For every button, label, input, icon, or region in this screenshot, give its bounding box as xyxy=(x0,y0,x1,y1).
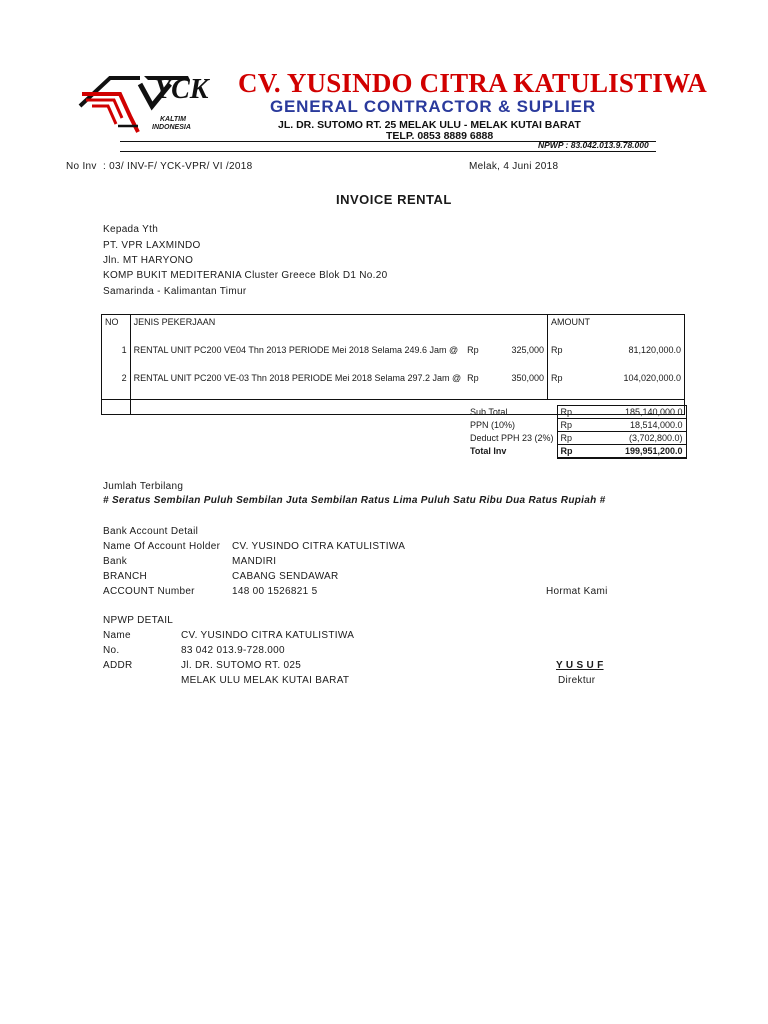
npwp-addr-line1: Jl. DR. SUTOMO RT. 025 xyxy=(181,660,302,671)
table-spacer-row xyxy=(102,385,685,400)
recipient-complex: KOMP BUKIT MEDITERANIA Cluster Greece Blok D1 No.20 xyxy=(103,270,388,281)
summary-row-pph xyxy=(467,432,686,445)
bank-branch-label: BRANCH xyxy=(103,571,148,582)
closing-text: Hormat Kami xyxy=(546,586,608,597)
row-amount: 104,020,000.0 xyxy=(593,371,684,385)
row-desc: RENTAL UNIT PC200 VE04 Thn 2013 PERIODE Mei 2018 Selama 249.6 Jam @ xyxy=(130,343,464,357)
invoice-number-label: No Inv xyxy=(66,161,97,172)
summary-currency: Rp xyxy=(557,432,592,445)
bank-holder-label: Name Of Account Holder xyxy=(103,541,221,552)
bank-name-value: MANDIRI xyxy=(232,556,277,567)
npwp-no-label: No. xyxy=(103,645,120,656)
table-spacer-row xyxy=(102,329,685,343)
company-logo xyxy=(78,66,228,146)
table-row xyxy=(102,371,685,385)
table-header-row xyxy=(102,315,685,330)
summary-value: (3,702,800.0) xyxy=(592,432,687,445)
bank-account-label: ACCOUNT Number xyxy=(103,586,195,597)
company-npwp: NPWP : 83.042.013.9.78.000 xyxy=(538,140,649,150)
header-divider-bottom xyxy=(120,151,656,152)
npwp-no-value: 83 042 013.9-728.000 xyxy=(181,645,285,656)
row-no: 2 xyxy=(102,371,131,385)
table-spacer-row xyxy=(102,357,685,371)
table-row xyxy=(102,343,685,357)
summary-label: PPN (10%) xyxy=(470,420,516,430)
col-job-header: JENIS PEKERJAAN xyxy=(130,315,464,330)
npwp-addr-label: ADDR xyxy=(103,660,133,671)
invoice-summary xyxy=(467,405,687,459)
company-phone: TELP. 0853 8889 6888 xyxy=(386,130,494,142)
summary-label: Sub Total xyxy=(470,407,508,417)
summary-value: 185,140,000.0 xyxy=(592,406,687,419)
logo-text: YCK xyxy=(154,74,209,105)
company-tagline: GENERAL CONTRACTOR & SUPLIER xyxy=(270,97,596,116)
summary-label: Total Inv xyxy=(470,446,507,457)
terbilang-label: Jumlah Terbilang xyxy=(103,481,184,492)
summary-currency: Rp xyxy=(557,406,592,419)
row-desc: RENTAL UNIT PC200 VE-03 Thn 2018 PERIODE Mei 2018 Selama 297.2 Jam @ xyxy=(130,371,464,385)
summary-row-total xyxy=(467,445,686,459)
row-no: 1 xyxy=(102,343,131,357)
summary-row-subtotal xyxy=(467,406,686,419)
invoice-items-table xyxy=(101,314,685,415)
npwp-addr-line2: MELAK ULU MELAK KUTAI BARAT xyxy=(181,675,350,686)
summary-label: Deduct PPH 23 (2%) xyxy=(470,433,554,443)
company-name: CV. YUSINDO CITRA KATULISTIWA xyxy=(238,68,707,98)
invoice-date: Melak, 4 Juni 2018 xyxy=(469,161,559,172)
summary-currency: Rp xyxy=(557,419,592,432)
row-amount: 81,120,000.0 xyxy=(593,343,684,357)
col-no-header: NO xyxy=(102,315,131,330)
bank-account-value: 148 00 1526821 5 xyxy=(232,586,318,597)
logo-sub-indonesia: INDONESIA xyxy=(152,124,191,131)
row-currency: Rp xyxy=(467,345,479,355)
npwp-name-label: Name xyxy=(103,630,131,641)
logo-sub-kaltim: KALTIM xyxy=(160,116,186,123)
signatory-position: Direktur xyxy=(558,675,596,686)
row-currency: Rp xyxy=(467,373,479,383)
recipient-street: Jln. MT HARYONO xyxy=(103,255,194,266)
summary-row-ppn xyxy=(467,419,686,432)
document-title: INVOICE RENTAL xyxy=(336,192,452,207)
company-address: JL. DR. SUTOMO RT. 25 MELAK ULU - MELAK KUTAI BARAT xyxy=(278,119,581,131)
row-rate: 350,000 xyxy=(511,373,545,383)
bank-holder-value: CV. YUSINDO CITRA KATULISTIWA xyxy=(232,541,406,552)
row-amount-currency: Rp xyxy=(548,343,594,357)
signatory-name: Y U S U F xyxy=(556,660,604,671)
terbilang-text: # Seratus Sembilan Puluh Sembilan Juta Sembilan Ratus Lima Puluh Satu Ribu Dua Ratus Rupiah # xyxy=(103,495,606,506)
bank-name-label: Bank xyxy=(103,556,127,567)
bank-branch-value: CABANG SENDAWAR xyxy=(232,571,339,582)
row-rate: 325,000 xyxy=(511,345,545,355)
recipient-city: Samarinda - Kalimantan Timur xyxy=(103,286,247,297)
invoice-number: : 03/ INV-F/ YCK-VPR/ VI /2018 xyxy=(103,161,253,172)
npwp-title: NPWP DETAIL xyxy=(103,615,174,626)
col-amount-header: AMOUNT xyxy=(548,315,594,330)
row-amount-currency: Rp xyxy=(548,371,594,385)
npwp-name-value: CV. YUSINDO CITRA KATULISTIWA xyxy=(181,630,355,641)
summary-currency: Rp xyxy=(557,445,592,459)
recipient-greeting: Kepada Yth xyxy=(103,224,159,235)
summary-value: 18,514,000.0 xyxy=(592,419,687,432)
bank-title: Bank Account Detail xyxy=(103,526,199,537)
summary-value: 199,951,200.0 xyxy=(592,445,687,459)
recipient-company: PT. VPR LAXMINDO xyxy=(103,240,201,251)
